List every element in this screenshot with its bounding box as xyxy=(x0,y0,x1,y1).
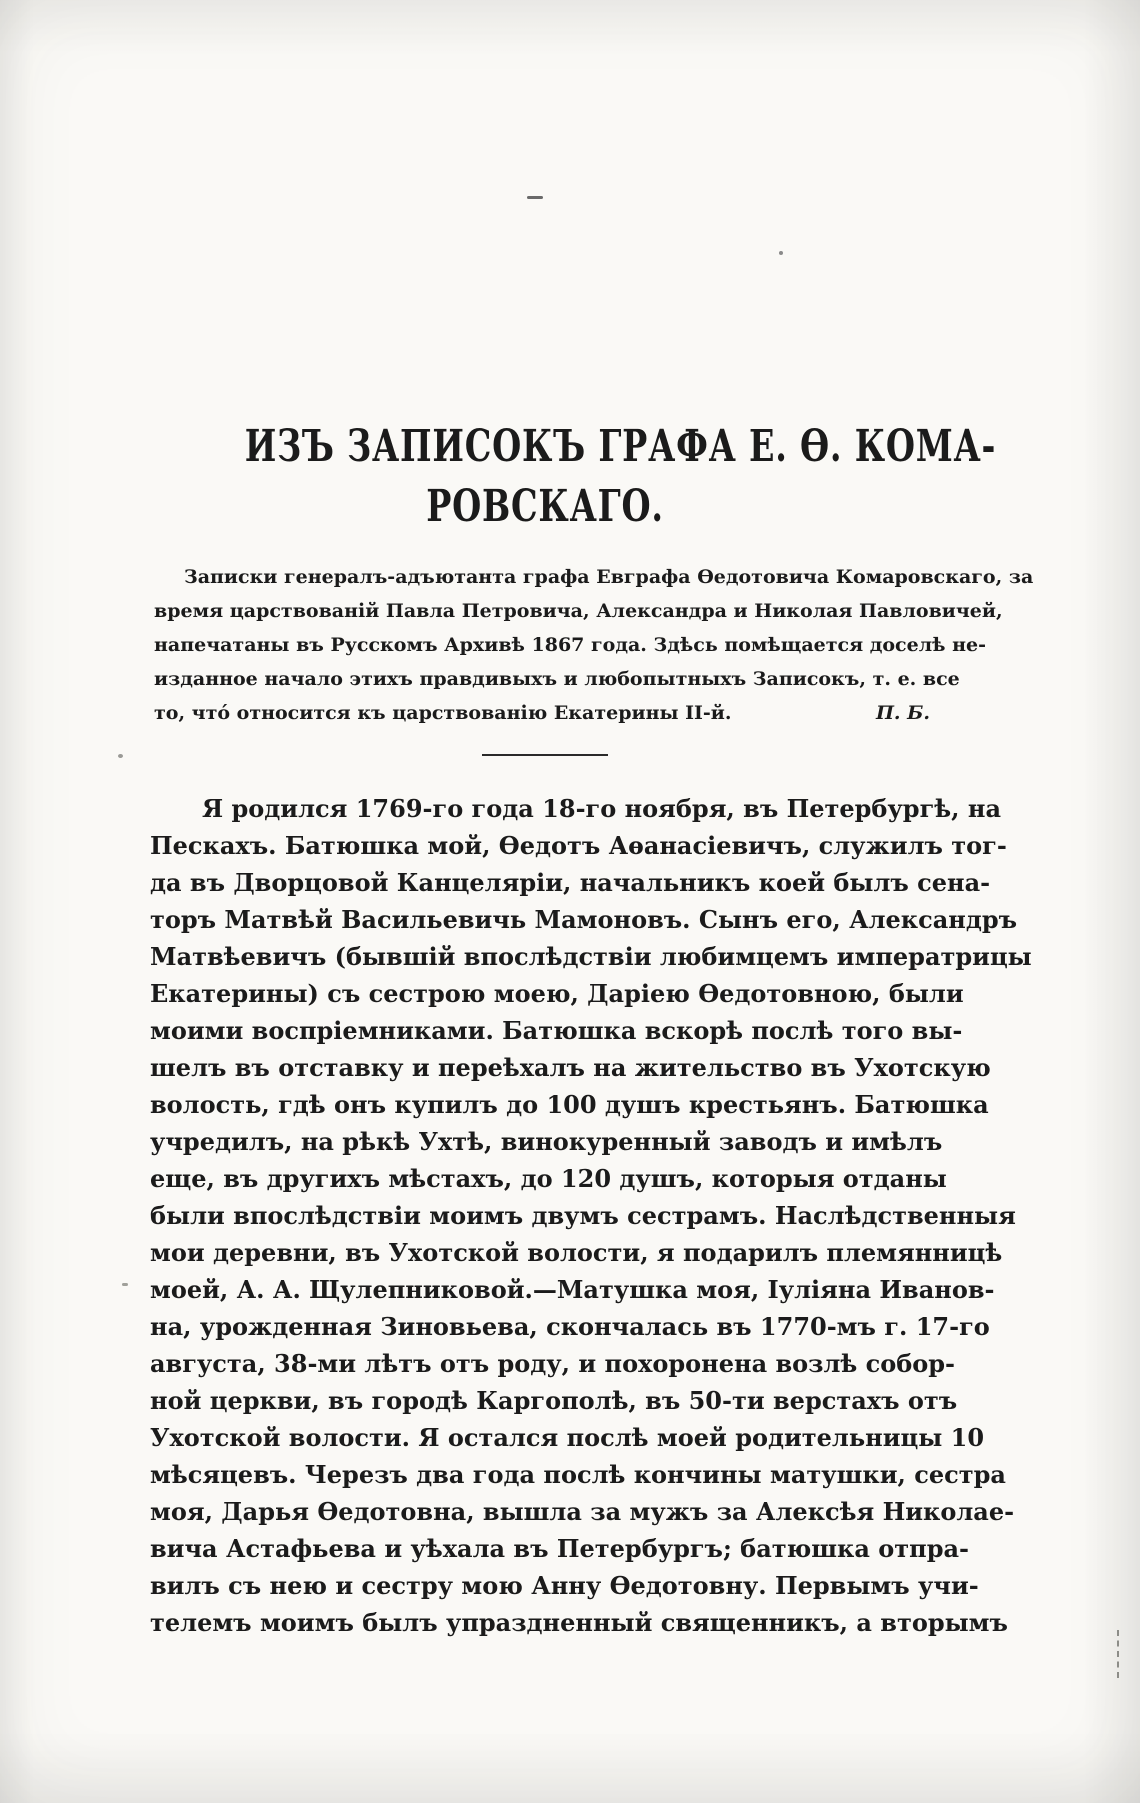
editor-signature: П. Б. xyxy=(875,702,930,724)
body-line: учредилъ, на рѣкѣ Ухтѣ, винокуренный заводъ и имѣлъ xyxy=(150,1127,943,1156)
scan-mark-dashed-line xyxy=(1117,1630,1119,1678)
body-line: моя, Дарья Ѳедотовна, вышла за мужъ за Алексѣя Николае- xyxy=(150,1497,1015,1526)
body-line: Матвѣевичъ (бывшій впослѣдствіи любимцемъ императрицы xyxy=(150,942,1032,971)
body-line: Екатерины) съ сестрою моею, Даріею Ѳедотовною, были xyxy=(150,979,964,1008)
section-divider xyxy=(482,754,608,756)
preface-line: время царствованій Павла Петровича, Александра и Николая Павловичей, xyxy=(154,600,1003,622)
preface-line: Записки генералъ-адъютанта графа Евграфа Ѳедотовича Комаровскаго, за xyxy=(184,566,1034,588)
page-title xyxy=(244,417,997,537)
body-line: Ухотской волости. Я остался послѣ моей родительницы 10 xyxy=(150,1423,985,1452)
page-title-line-1: ИЗЪ ЗАПИСОКЪ ГРАФА Е. Ѳ. КОМА- xyxy=(244,421,997,473)
body-line: телемъ моимъ былъ упраздненный священникъ, а вторымъ xyxy=(150,1608,1008,1637)
body-line: на, урожденная Зиновьева, скончалась въ 1770-мъ г. 17-го xyxy=(150,1312,990,1341)
body-line: моей, А. А. Щулепниковой.—Матушка моя, Іуліяна Иванов- xyxy=(150,1275,995,1304)
page-title-line-2: РОВСКАГО. xyxy=(426,481,664,533)
body-line: мѣсяцевъ. Черезъ два года послѣ кончины матушки, сестра xyxy=(150,1460,1006,1489)
text-column xyxy=(150,0,1034,1803)
preface-line: напечатаны въ Русскомъ Архивѣ 1867 года. Здѣсь помѣщается доселѣ не- xyxy=(154,634,986,656)
body-line: Пескахъ. Батюшка мой, Ѳедотъ Аѳанасіевичъ, служилъ тог- xyxy=(150,831,1007,860)
body-line: вича Астафьева и уѣхала въ Петербургъ; батюшка отпра- xyxy=(150,1534,969,1563)
body-line: ной церкви, въ городѣ Каргополѣ, въ 50-ти верстахъ отъ xyxy=(150,1386,958,1415)
preface-line: изданное начало этихъ правдивыхъ и любопытныхъ Записокъ, т. е. все xyxy=(154,668,960,690)
preface-last-line xyxy=(154,696,936,730)
body-line: еще, въ другихъ мѣстахъ, до 120 душъ, которыя отданы xyxy=(150,1164,947,1193)
body-line: Я родился 1769-го года 18-го ноября, въ Петербургѣ, на xyxy=(202,794,1001,823)
body-line: моими воспріемниками. Батюшка вскорѣ послѣ того вы- xyxy=(150,1016,963,1045)
memoir-body-paragraph xyxy=(150,790,1032,1641)
scan-mark-tick xyxy=(122,1283,128,1286)
scan-mark-dot xyxy=(118,754,123,758)
body-line: мои деревни, въ Ухотской волости, я подарилъ племянницѣ xyxy=(150,1238,1003,1267)
body-line: да въ Дворцовой Канцеляріи, начальникъ коей былъ сена- xyxy=(150,868,991,897)
body-line: шелъ въ отставку и переѣхалъ на жительство въ Ухотскую xyxy=(150,1053,991,1082)
body-line: вилъ съ нею и сестру мою Анну Ѳедотовну. Первымъ учи- xyxy=(150,1571,979,1600)
body-line: волость, гдѣ онъ купилъ до 100 душъ крестьянъ. Батюшка xyxy=(150,1090,989,1119)
preface-last-text: то, что́ относится къ царствованію Екатерины II-й. xyxy=(154,702,732,724)
body-line: были впослѣдствіи моимъ двумъ сестрамъ. Наслѣдственныя xyxy=(150,1201,1016,1230)
body-line: торъ Матвѣй Васильевичь Мамоновъ. Сынъ его, Александръ xyxy=(150,905,1018,934)
body-line: августа, 38-ми лѣтъ отъ роду, и похоронена возлѣ собор- xyxy=(150,1349,956,1378)
editorial-preface xyxy=(154,560,1034,730)
